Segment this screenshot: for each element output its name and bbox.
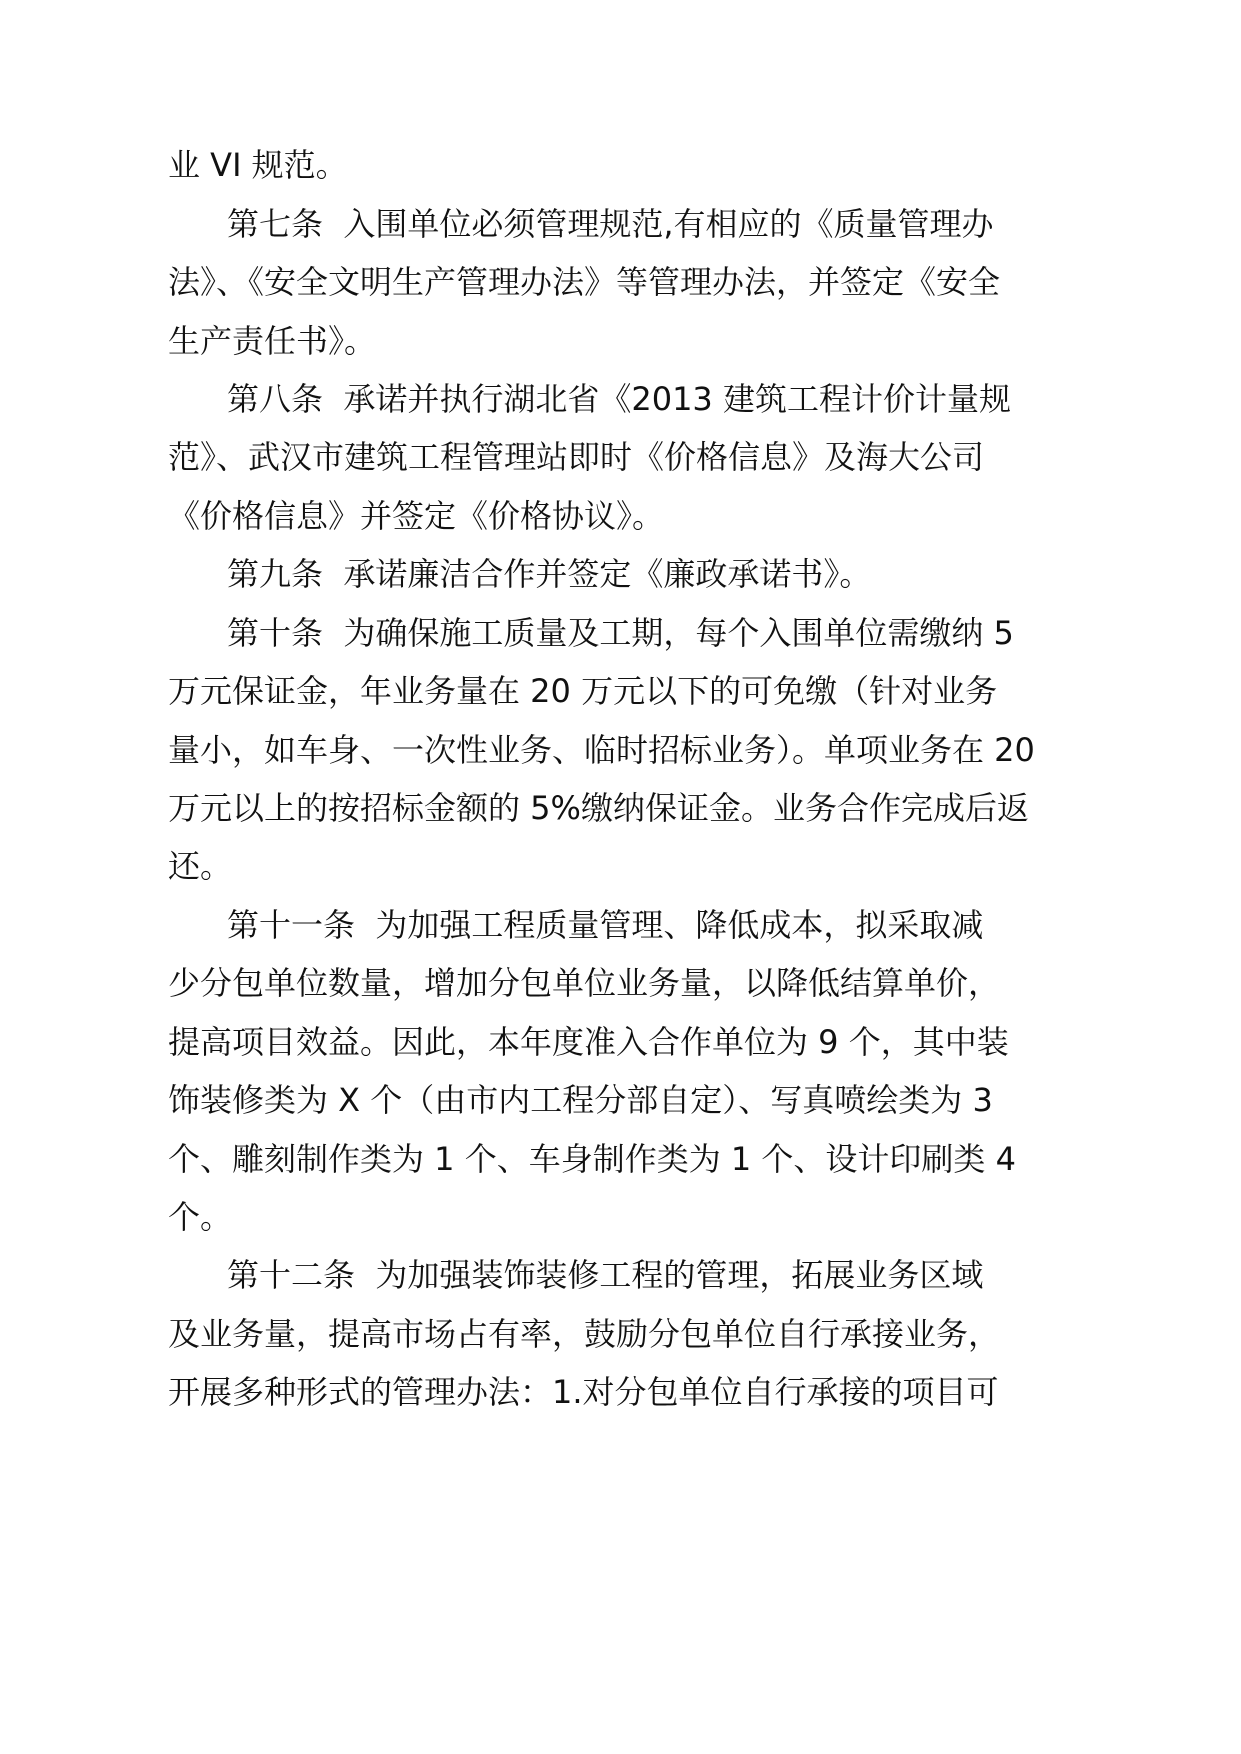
text-line: 《价格信息》并签定《价格协议》。	[168, 497, 665, 535]
article-12-line: 第十二条 为加强装饰装修工程的管理，拓展业务区域	[227, 1256, 984, 1294]
text-line: 饰装修类为 X 个（由市内工程分部自定）、写真喷绘类为 3	[168, 1081, 993, 1119]
text-line: 万元保证金，年业务量在 20 万元以下的可免缴（针对业务	[168, 672, 998, 710]
text-line: 量小，如车身、一次性业务、临时招标业务）。单项业务在 20	[168, 731, 1035, 769]
article-10-line: 第十条 为确保施工质量及工期，每个入围单位需缴纳 5	[227, 614, 1014, 652]
text-line: 少分包单位数量，增加分包单位业务量，以降低结算单价，	[168, 964, 1001, 1002]
text-line: 万元以上的按招标金额的 5%缴纳保证金。业务合作完成后返	[168, 789, 1029, 827]
article-9-line: 第九条 承诺廉洁合作并签定《廉政承诺书》。	[227, 555, 872, 593]
text-line: 业 VI 规范。	[168, 146, 348, 184]
text-line: 提高项目效益。因此，本年度准入合作单位为 9 个，其中装	[168, 1023, 1009, 1061]
text-line: 范》、武汉市建筑工程管理站即时《价格信息》及海大公司	[168, 438, 985, 476]
text-line: 生产责任书》。	[168, 322, 377, 360]
text-line: 个、雕刻制作类为 1 个、车身制作类为 1 个、设计印刷类 4	[168, 1140, 1016, 1178]
text-line: 法》、《安全文明生产管理办法》等管理办法，并签定《安全	[168, 263, 1001, 301]
text-line: 还。	[168, 847, 233, 885]
text-line: 个。	[168, 1198, 233, 1236]
text-line: 及业务量，提高市场占有率，鼓励分包单位自行承接业务，	[168, 1315, 1001, 1353]
article-8-line: 第八条 承诺并执行湖北省《2013 建筑工程计价计量规	[227, 380, 1011, 418]
article-7-line: 第七条 入围单位必须管理规范,有相应的《质量管理办	[227, 205, 994, 243]
text-line: 开展多种形式的管理办法：1.对分包单位自行承接的项目可	[168, 1373, 999, 1411]
article-11-line: 第十一条 为加强工程质量管理、降低成本，拟采取减	[227, 906, 984, 944]
